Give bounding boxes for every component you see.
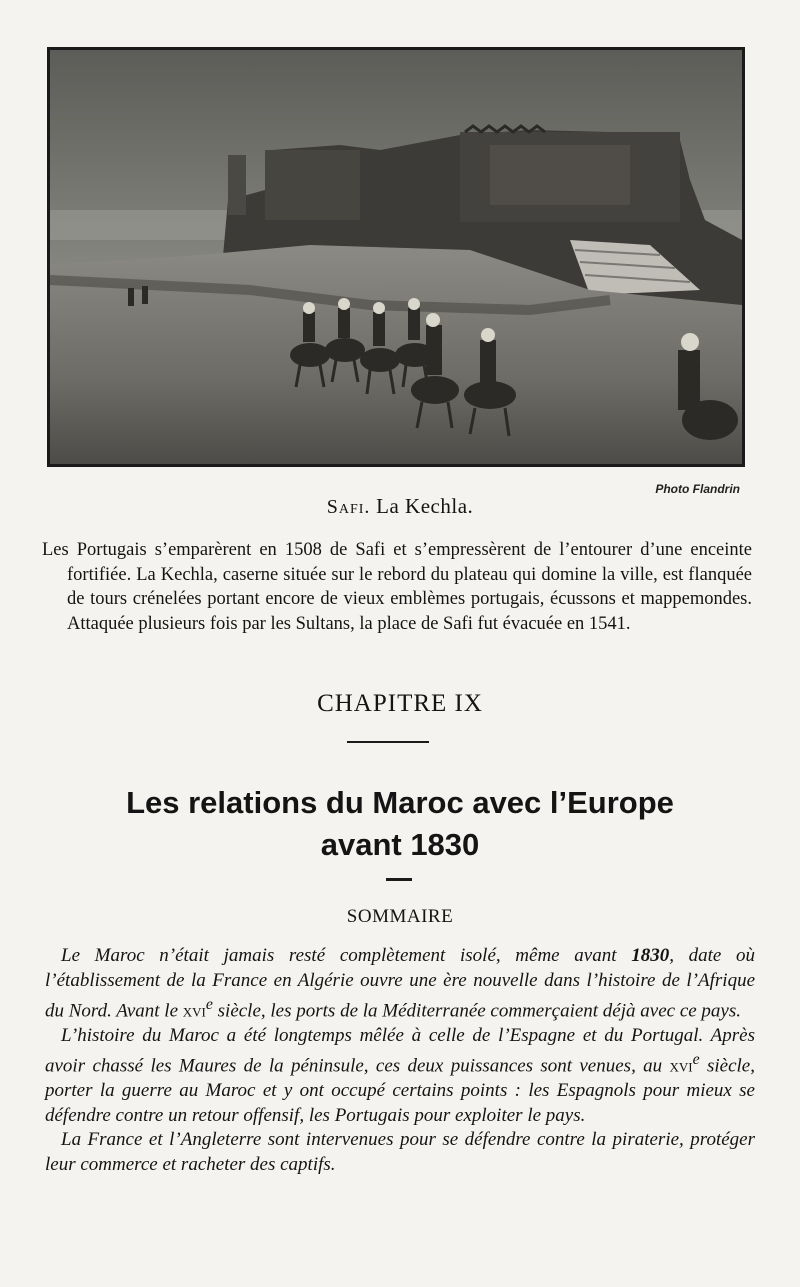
caption-subject: La Kechla. <box>376 494 474 518</box>
caption-place: Safi. <box>326 496 371 518</box>
chapter-title <box>0 782 800 866</box>
caption-paragraph: Les Portugais s’emparèrent en 1508 de Safi et s’empressèrent de l’entourer d’une enceinte fortifiée. La Kechla, caserne située sur le rebord du plateau qui domine la ville, est flanquée de tours crénelées portant encore de vieux emblèmes portugais, écussons et mappemondes. Attaquée plusieurs fois par les Sultans, la place de Safi fut évacuée en 1541. <box>42 540 752 634</box>
photo-caption-text <box>42 538 752 636</box>
chapter-divider <box>347 741 429 743</box>
chapter-label: CHAPITRE IX <box>317 690 483 717</box>
chapter-title-line-1: Les relations du Maroc avec l’Europe <box>126 785 674 820</box>
summary-heading: SOMMAIRE <box>346 906 454 927</box>
title-divider <box>386 878 412 881</box>
photo-caption-title <box>0 494 800 519</box>
summary-paragraph-2: L’histoire du Maroc a été longtemps mêlée à celle de l’Espagne et du Portugal. Après avoir chassé les Maures de la péninsule, ces deux puissances sont venues, au xvi$^e$ siècle, porter la guerre au Maroc et y ont occupé certains points : les Espagnols pour mieux se défendre contre un retour offensif, les Portugais pour exploiter le pays. <box>45 1024 755 1126</box>
summary-paragraph-1: Le Maroc n’était jamais resté complètement isolé, même avant 1830, date où l’établissement de la France en Algérie ouvre une ère nouvelle dans l’histoire de l’Afrique du Nord. Avant le xvi$^e$ siècle, les ports de la Méditerranée commerçaient déjà avec ce pays. <box>45 945 755 1022</box>
summary-body <box>45 944 755 1177</box>
photo-illustration <box>50 50 742 464</box>
kechla-photograph <box>47 47 745 467</box>
chapter-title-line-2: avant 1830 <box>320 827 480 862</box>
summary-paragraph-3: La France et l’Angleterre sont intervenues pour se défendre contre la piraterie, protéger leur commerce et racheter des captifs. <box>45 1129 755 1175</box>
photo-credit: Photo Flandrin <box>655 482 740 496</box>
